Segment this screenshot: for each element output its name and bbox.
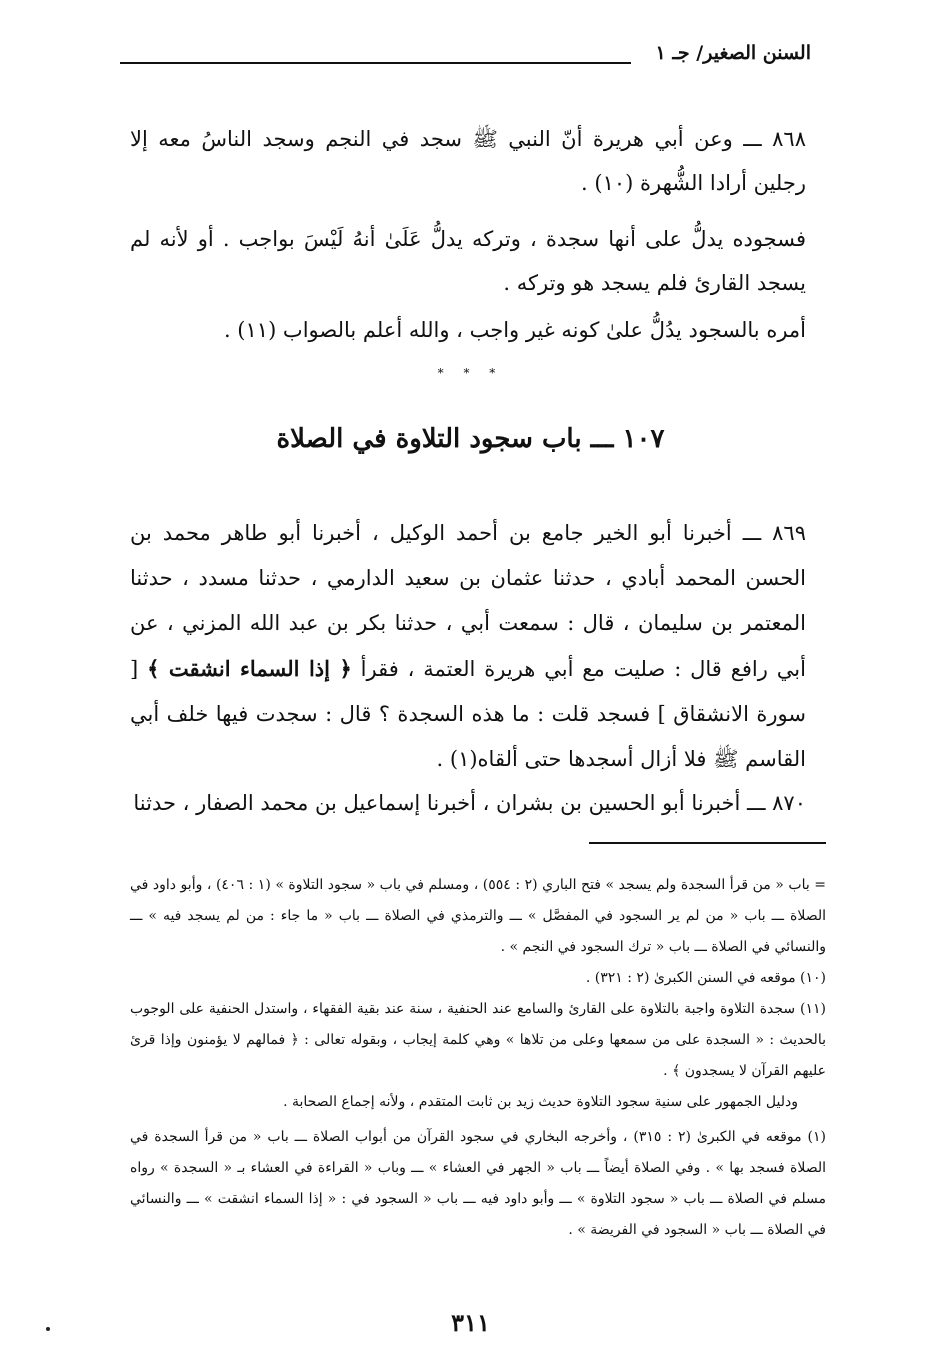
page-number: ٣١١ bbox=[451, 1308, 490, 1337]
hadith-869-text-1: ٨٦٩ ـــ أخبرنا أبو الخير جامع بن أحمد الوكيل ، أخبرنا أبو طاهر محمد بن الحسن المحمد أبادي ، حدثنا عثمان بن سعيد الدارمي ، حدثنا مسدد ، حدثنا المعتمر بن سليمان ، قال : سمعت أبي ، حدثنا بكر بن عبد الله المزني ، عن أبي رافع قال : صليت مع أبي هريرة العتمة ، فقرأ bbox=[130, 521, 806, 681]
running-title: السنن الصغير/ جـ ١ bbox=[655, 42, 811, 64]
quran-verse: ﴿ إذا السماء انشقت ﴾ bbox=[147, 656, 352, 681]
hadith-870: ٨٧٠ ـــ أخبرنا أبو الحسين بن بشران ، أخبرنا إسماعيل بن محمد الصفار ، حدثنا bbox=[133, 791, 806, 815]
hadith-869-text-2: [ سورة الانشقاق ] فسجد قلت : ما هذه السجدة ؟ قال : سجدت فيها خلف أبي القاسم ﷺ فلا أزال أسجدها حتى ألقاه(١) . bbox=[130, 657, 806, 771]
running-header bbox=[120, 42, 811, 72]
footnote-11-continued: ودليل الجمهور على سنية سجود التلاوة حديث زيد بن ثابت المتقدم ، ولأنه إجماع الصحابة . bbox=[283, 1094, 798, 1110]
footnote-11: (١١) سجدة التلاوة واجبة بالتلاوة على القارئ والسامع عند الحنفية ، سنة عند بقية الفقهاء ، واستدل الحنفية على الوجوب بالحديث : « السجدة على من سمعها وعلى من تلاها » وهي كلمة إيجاب ، وبقوله تعالى : ﴿ فمالهم لا يؤمنون وإذا قرئ عليهم القرآن لا يسجدون ﴾ . bbox=[130, 1001, 826, 1079]
hadith-868: ٨٦٨ ـــ وعن أبي هريرة أنّ النبي ﷺ سجد في النجم وسجد الناسُ معه إلا رجلين أرادا الشُّهرة (١٠) . bbox=[130, 127, 806, 195]
footnote-rule bbox=[589, 842, 826, 844]
scan-speck bbox=[46, 1327, 50, 1331]
footnote-continuation: = باب « من قرأ السجدة ولم يسجد » فتح الباري (٢ : ٥٥٤) ، ومسلم في باب « سجود التلاوة » (١ : ٤٠٦) ، وأبو داود في الصلاة ـــ باب « من لم ير السجود في المفصَّل » ـــ والترمذي في الصلاة ـــ باب « ما جاء : من لم يسجد فيه » ـــ والنسائي في الصلاة ـــ باب « ترك السجود في النجم » . bbox=[130, 877, 827, 955]
section-separator: * * * bbox=[437, 366, 504, 380]
chapter-title: ١٠٧ ـــ باب سجود التلاوة في الصلاة bbox=[276, 424, 665, 454]
footnote-1: (١) موقعه في الكبرىٰ (٢ : ٣١٥) ، وأخرجه البخاري في سجود القرآن من أبواب الصلاة ـــ باب « من قرأ السجدة في الصلاة فسجد بها » . وفي الصلاة أيضاً ـــ باب « الجهر في العشاء » ـــ وباب « القراءة في العشاء بـ « السجدة » رواه مسلم في الصلاة ـــ باب « سجود التلاوة » ـــ وأبو داود فيه ـــ باب « السجود في : « إذا السماء انشقت » ـــ والنسائي في الصلاة ـــ باب « السجود في الفريضة » . bbox=[130, 1129, 826, 1238]
footnote-10: (١٠) موقعه في السنن الكبرىٰ (٢ : ٣٢١) . bbox=[585, 970, 826, 986]
commentary-paragraph-2: أمره بالسجود يدُلُّ علىٰ كونه غير واجب ، والله أعلم بالصواب (١١) . bbox=[223, 318, 806, 342]
header-rule bbox=[120, 62, 631, 64]
hadith-869 bbox=[130, 511, 806, 782]
commentary-paragraph-1: فسجوده يدلُّ على أنها سجدة ، وتركه يدلُّ عَلَىٰ أنهُ لَيْسَ بواجب . أو لأنه لم يسجد القارئ فلم يسجد هو وتركه . bbox=[130, 227, 806, 295]
footnotes bbox=[130, 870, 826, 1246]
